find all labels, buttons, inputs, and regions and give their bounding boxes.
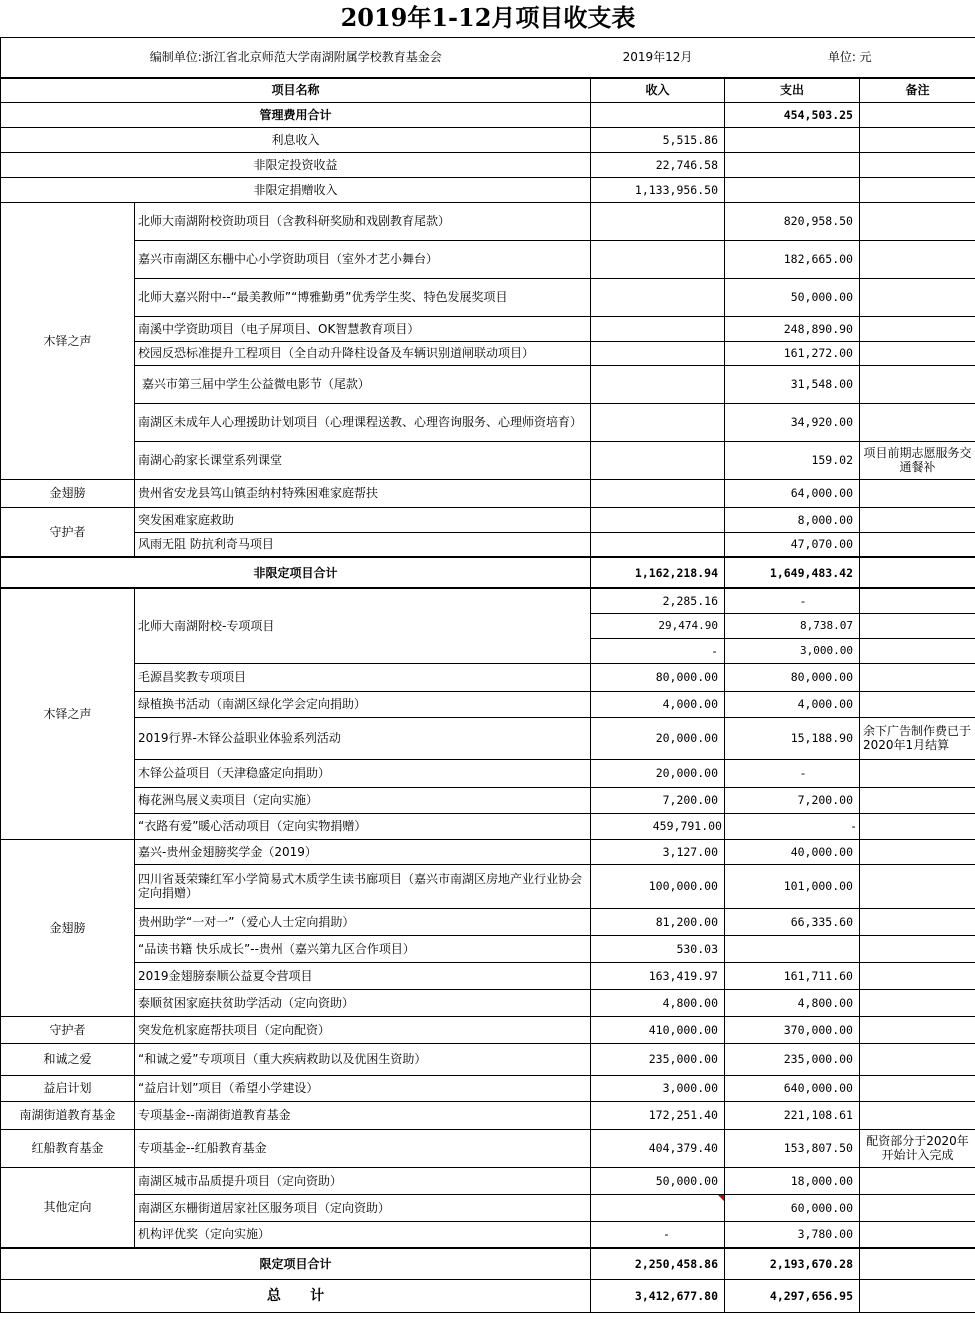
row-name: “衣路有爱”暖心活动项目（定向实物捐赠） (135, 813, 591, 839)
group-name: 守护者 (1, 507, 135, 557)
row-note (860, 759, 975, 787)
row-name: 南湖区城市品质提升项目（定向资助） (135, 1167, 591, 1194)
row-income: 2,285.16 (591, 588, 725, 613)
row-income (591, 202, 725, 240)
row-name: 泰顺贫困家庭扶贫助学活动（定向资助） (135, 989, 591, 1016)
row-income: - (591, 1221, 725, 1248)
row-expense: 4,000.00 (725, 691, 860, 717)
row-income: 163,419.97 (591, 962, 725, 989)
row-income: - (591, 638, 725, 663)
row-income (591, 441, 725, 479)
row-expense: 18,000.00 (725, 1167, 860, 1194)
row-income: 7,200.00 (591, 787, 725, 813)
row-income: 50,000.00 (591, 1167, 725, 1194)
row-income: 4,000.00 (591, 691, 725, 717)
row-note (860, 1194, 975, 1221)
row-income: 530.03 (591, 935, 725, 962)
row-expense: 153,807.50 (725, 1129, 860, 1167)
table-row (1, 202, 975, 240)
row-name: 突发困难家庭救助 (135, 507, 591, 532)
group-name: 守护者 (1, 1016, 135, 1043)
group-name: 南湖街道教育基金 (1, 1101, 135, 1129)
row-note (860, 588, 975, 613)
row-note: 余下广告制作费已于2020年1月结算 (860, 717, 975, 759)
row-income (591, 316, 725, 341)
row-name: 风雨无阻 防抗利奇马项目 (135, 532, 591, 557)
unrestricted-total-label: 非限定项目合计 (1, 557, 591, 588)
row-income (591, 240, 725, 278)
admin-total-note (860, 102, 975, 127)
unrestricted-total-expense: 1,649,483.42 (725, 557, 860, 588)
row-income: 3,127.00 (591, 839, 725, 864)
row-note (860, 177, 975, 202)
restricted-total-note (860, 1248, 975, 1279)
row-note (860, 152, 975, 177)
table-row (1, 864, 975, 908)
row-name: 梅花洲鸟展义卖项目（定向实施） (135, 787, 591, 813)
table-row (1, 240, 975, 278)
row-note (860, 989, 975, 1016)
row-note (860, 202, 975, 240)
row-income: 20,000.00 (591, 717, 725, 759)
row-note (860, 839, 975, 864)
row-name: 南湖区未成年人心理援助计划项目（心理课程送教、心理咨询服务、心理师资培育） (135, 403, 591, 441)
row-name: “益启计划”项目（希望小学建设） (135, 1075, 591, 1101)
row-income: 5,515.86 (591, 127, 725, 152)
row-income: 410,000.00 (591, 1016, 725, 1043)
row-expense: 7,200.00 (725, 787, 860, 813)
row-note (860, 365, 975, 403)
table-row (1, 1167, 975, 1194)
grand-total-income: 3,412,677.80 (591, 1279, 725, 1312)
row-note (860, 240, 975, 278)
row-income: 29,474.90 (591, 613, 725, 638)
row-name: 南湖区东栅街道居家社区服务项目（定向资助） (135, 1194, 591, 1221)
header-income: 收入 (591, 78, 725, 102)
row-name: 嘉兴市南湖区东栅中心小学资助项目（室外才艺小舞台） (135, 240, 591, 278)
row-income: 81,200.00 (591, 908, 725, 935)
group-name: 金翅膀 (1, 479, 135, 507)
grand-total-expense: 4,297,656.95 (725, 1279, 860, 1312)
row-expense: 182,665.00 (725, 240, 860, 278)
table-row (1, 532, 975, 557)
row-note (860, 278, 975, 316)
row-expense: 40,000.00 (725, 839, 860, 864)
table-row (1, 1101, 975, 1129)
row-name: 南溪中学资助项目（电子屏项目、OK智慧教育项目） (135, 316, 591, 341)
row-expense: 15,188.90 (725, 717, 860, 759)
row-expense: 80,000.00 (725, 663, 860, 691)
row-note (860, 638, 975, 663)
row-expense: 221,108.61 (725, 1101, 860, 1129)
table-row (1, 813, 975, 839)
table-row (1, 935, 975, 962)
row-income (591, 403, 725, 441)
row-name: 专项基金--南湖街道教育基金 (135, 1101, 591, 1129)
table-row (1, 787, 975, 813)
row-note (860, 316, 975, 341)
row-expense: - (725, 759, 860, 787)
row-note (860, 962, 975, 989)
row-income (591, 479, 725, 507)
row-income: 4,800.00 (591, 989, 725, 1016)
row-name: 嘉兴-贵州金翅膀奖学金（2019） (135, 839, 591, 864)
row-note (860, 1221, 975, 1248)
row-name: 校园反恐标准提升工程项目（全自动升降柱设备及车辆识别道闸联动项目） (135, 341, 591, 365)
row-note (860, 341, 975, 365)
restricted-total-expense: 2,193,670.28 (725, 1248, 860, 1279)
admin-total-income (591, 102, 725, 127)
row-note (860, 613, 975, 638)
row-name: 非限定捐赠收入 (1, 177, 591, 202)
row-expense: 47,070.00 (725, 532, 860, 557)
table-row (1, 1043, 975, 1075)
group-name: 金翅膀 (1, 839, 135, 1016)
admin-total-expense: 454,503.25 (725, 102, 860, 127)
row-name: 突发危机家庭帮扶项目（定向配资） (135, 1016, 591, 1043)
group-name: 木铎之声 (1, 202, 135, 479)
row-expense: 3,780.00 (725, 1221, 860, 1248)
row-note (860, 479, 975, 507)
grand-total-note (860, 1279, 975, 1312)
row-expense: 8,738.07 (725, 613, 860, 638)
row-income (591, 365, 725, 403)
table-row (1, 1194, 975, 1221)
row-name: 2019行界-木铎公益职业体验系列活动 (135, 717, 591, 759)
currency-unit: 单位: 元 (725, 37, 975, 78)
row-note: 配资部分于2020年开始计入完成 (860, 1129, 975, 1167)
restricted-total-label: 限定项目合计 (1, 1248, 591, 1279)
row-expense: 50,000.00 (725, 278, 860, 316)
group-name: 其他定向 (1, 1167, 135, 1248)
row-note (860, 691, 975, 717)
table-row (1, 1221, 975, 1248)
row-expense: 235,000.00 (725, 1043, 860, 1075)
row-income: 3,000.00 (591, 1075, 725, 1101)
row-expense (725, 935, 860, 962)
row-name: 贵州助学“一对一”（爱心人士定向捐助） (135, 908, 591, 935)
row-expense: - (725, 813, 860, 839)
row-expense (725, 127, 860, 152)
row-income (591, 341, 725, 365)
group-name: 红船教育基金 (1, 1129, 135, 1167)
page-title: 2019年1-12月项目收支表 (340, 3, 636, 33)
unrestricted-total-note (860, 557, 975, 588)
row-note (860, 864, 975, 908)
row-income: 172,251.40 (591, 1101, 725, 1129)
table-row (1, 479, 975, 507)
table-row (1, 316, 975, 341)
header-note: 备注 (860, 78, 975, 102)
row-name: 专项基金--红船教育基金 (135, 1129, 591, 1167)
unrestricted-total-income: 1,162,218.94 (591, 557, 725, 588)
table-row (1, 759, 975, 787)
compiling-unit: 编制单位:浙江省北京师范大学南湖附属学校教育基金会 (1, 37, 591, 78)
table-row (1, 177, 975, 202)
row-name: 2019金翅膀泰顺公益夏令营项目 (135, 962, 591, 989)
row-income (591, 278, 725, 316)
header-name: 项目名称 (1, 78, 591, 102)
table-row (1, 691, 975, 717)
admin-total-label: 管理费用合计 (1, 102, 591, 127)
table-row (1, 403, 975, 441)
row-name: “品读书籍 快乐成长”--贵州（嘉兴第九区合作项目） (135, 935, 591, 962)
row-note (860, 1016, 975, 1043)
row-income: 20,000.00 (591, 759, 725, 787)
row-expense (725, 177, 860, 202)
row-expense: 161,711.60 (725, 962, 860, 989)
row-name: 利息收入 (1, 127, 591, 152)
row-income: 459,791.00 (591, 813, 725, 839)
row-note (860, 935, 975, 962)
row-expense: 3,000.00 (725, 638, 860, 663)
header-expense: 支出 (725, 78, 860, 102)
restricted-total-income: 2,250,458.86 (591, 1248, 725, 1279)
row-note (860, 813, 975, 839)
row-name: 毛源昌奖教专项项目 (135, 663, 591, 691)
row-name: 北师大嘉兴附中--“最美教师”“博雅勤勇”优秀学生奖、特色发展奖项目 (135, 278, 591, 316)
table-row (1, 278, 975, 316)
row-expense: 8,000.00 (725, 507, 860, 532)
row-name: 北师大南湖附校资助项目（含教科研奖励和戏剧教育尾款） (135, 202, 591, 240)
row-note (860, 1167, 975, 1194)
row-name: 非限定投资收益 (1, 152, 591, 177)
group-name: 木铎之声 (1, 588, 135, 839)
table-row (1, 152, 975, 177)
table-row (1, 989, 975, 1016)
row-income: 404,379.40 (591, 1129, 725, 1167)
row-expense: 640,000.00 (725, 1075, 860, 1101)
row-expense: 248,890.90 (725, 316, 860, 341)
row-note (860, 787, 975, 813)
row-expense: 820,958.50 (725, 202, 860, 240)
row-expense: 34,920.00 (725, 403, 860, 441)
row-income: 235,000.00 (591, 1043, 725, 1075)
row-name: “和诚之爱”专项项目（重大疾病救助以及优困生资助） (135, 1043, 591, 1075)
row-expense: 159.02 (725, 441, 860, 479)
row-income: 1,133,956.50 (591, 177, 725, 202)
table-row (1, 1129, 975, 1167)
table-row (1, 507, 975, 532)
row-expense: 60,000.00 (725, 1194, 860, 1221)
row-note: 项目前期志愿服务交通餐补 (860, 441, 975, 479)
row-note (860, 1043, 975, 1075)
row-note (860, 663, 975, 691)
row-name: 机构评优奖（定向实施） (135, 1221, 591, 1248)
table-row (1, 1075, 975, 1101)
group-name: 益启计划 (1, 1075, 135, 1101)
table-row (1, 663, 975, 691)
row-expense: 64,000.00 (725, 479, 860, 507)
row-name: 嘉兴市第三届中学生公益微电影节（尾款） (135, 365, 591, 403)
comment-marker-icon[interactable] (718, 1195, 724, 1201)
row-income: 80,000.00 (591, 663, 725, 691)
row-name: 南湖心韵家长课堂系列课堂 (135, 441, 591, 479)
row-name: 木铎公益项目（天津稳盛定向捐助） (135, 759, 591, 787)
row-name: 北师大南湖附校-专项项目 (135, 588, 591, 663)
row-expense: 4,800.00 (725, 989, 860, 1016)
row-income (591, 1194, 725, 1221)
row-note (860, 507, 975, 532)
table-row (1, 962, 975, 989)
row-note (860, 403, 975, 441)
grand-total-label: 总 计 (1, 1279, 591, 1312)
row-income (591, 507, 725, 532)
row-expense: 31,548.00 (725, 365, 860, 403)
row-name: 贵州省安龙县笃山镇歪纳村特殊困难家庭帮扶 (135, 479, 591, 507)
row-income: 22,746.58 (591, 152, 725, 177)
row-expense: - (725, 588, 860, 613)
report-date: 2019年12月 (591, 37, 725, 78)
table-row (1, 1016, 975, 1043)
row-name: 四川省聂荣臻红军小学简易式木质学生读书廊项目（嘉兴市南湖区房地产业行业协会定向捐赠） (135, 864, 591, 908)
row-note (860, 908, 975, 935)
table-row (1, 717, 975, 759)
table-row (1, 365, 975, 403)
row-expense: 161,272.00 (725, 341, 860, 365)
row-name: 绿植换书活动（南湖区绿化学会定向捐助） (135, 691, 591, 717)
row-expense (725, 152, 860, 177)
table-row (1, 588, 975, 613)
row-expense: 66,335.60 (725, 908, 860, 935)
table-row (1, 127, 975, 152)
row-expense: 370,000.00 (725, 1016, 860, 1043)
row-note (860, 1075, 975, 1101)
row-note (860, 532, 975, 557)
row-expense: 101,000.00 (725, 864, 860, 908)
row-income (591, 532, 725, 557)
table-row (1, 908, 975, 935)
table-row (1, 441, 975, 479)
table-row (1, 839, 975, 864)
group-name: 和诚之爱 (1, 1043, 135, 1075)
table-row (1, 341, 975, 365)
row-income: 100,000.00 (591, 864, 725, 908)
row-note (860, 127, 975, 152)
row-note (860, 1101, 975, 1129)
